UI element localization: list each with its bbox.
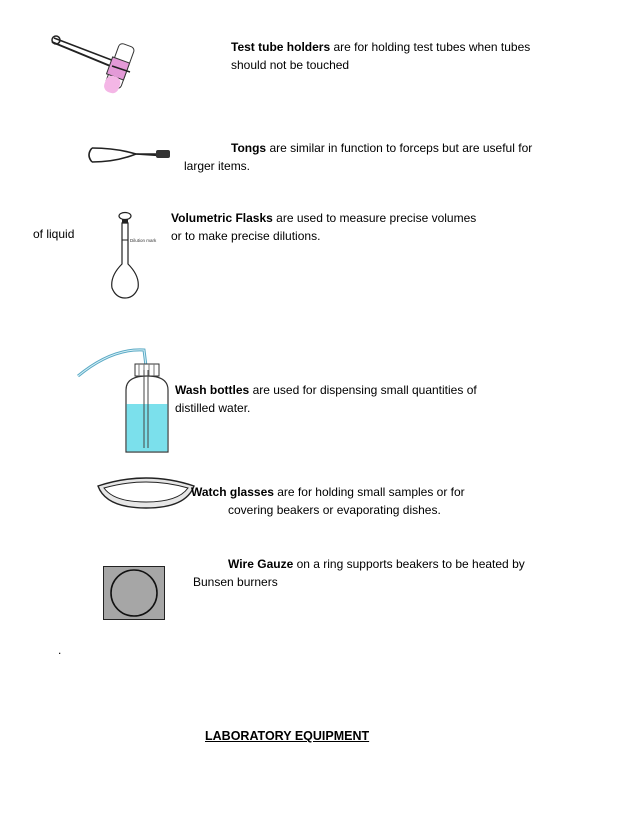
volumetric-flasks-desc [171, 209, 476, 245]
wash-bottles-desc-line2: distilled water. [175, 401, 251, 415]
wash-bottles-term: Wash bottles [175, 383, 250, 397]
watch-glasses-desc-line2: covering beakers or evaporating dishes. [228, 503, 441, 517]
dilution-mark-label: Dilution mark [130, 238, 157, 243]
wire-gauze-desc-line1: on a ring supports beakers to be heated by [293, 557, 525, 571]
test-tube-holders-desc-line2: should not be touched [231, 58, 350, 72]
wire-gauze-term: Wire Gauze [228, 557, 294, 571]
watch-glass-figure [96, 472, 196, 512]
watch-glasses-term: Watch glasses [191, 485, 274, 499]
test-tube-holders-desc [231, 38, 530, 74]
wash-bottles-desc-line1: are used for dispensing small quantities of [249, 383, 477, 397]
test-tube-holder-figure [50, 30, 150, 100]
tongs-term: Tongs [231, 141, 267, 155]
wire-gauze-desc [193, 555, 525, 591]
test-tube-holders-desc-line1: are for holding test tubes when tubes [330, 40, 531, 54]
wash-bottle-figure [72, 340, 182, 460]
wire-gauze-desc-line2: Bunsen burners [193, 575, 278, 589]
volumetric-flasks-term: Volumetric Flasks [171, 211, 273, 225]
volumetric-flasks-desc-line1: are used to measure precise volumes [272, 211, 477, 225]
wash-bottles-desc [175, 381, 477, 417]
stray-dot: . [58, 643, 62, 657]
tongs-figure [86, 142, 176, 172]
watch-glasses-desc [191, 483, 465, 519]
tongs-desc-line1: are similar in function to forceps but are useful for [266, 141, 533, 155]
volumetric-flask-figure [108, 212, 168, 302]
wire-gauze-figure [103, 566, 165, 620]
test-tube-holders-term: Test tube holders [231, 40, 331, 54]
page-title: LABORATORY EQUIPMENT [205, 729, 370, 743]
watch-glasses-desc-line1: are for holding small samples or for [273, 485, 465, 499]
tongs-desc [180, 139, 532, 175]
volumetric-flasks-desc-line2: or to make precise dilutions. [171, 229, 321, 243]
tongs-desc-line2: larger items. [184, 159, 251, 173]
volumetric-prefix: of liquid [33, 227, 75, 241]
